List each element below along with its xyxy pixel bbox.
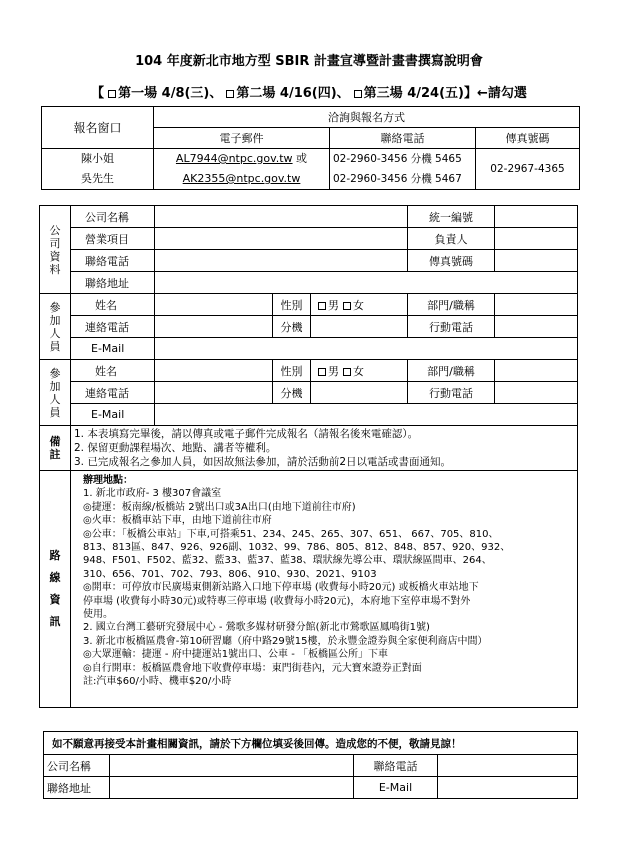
- business-field[interactable]: [155, 228, 408, 250]
- person1: 陳小姐: [81, 152, 114, 165]
- participant1-dept-label: 部門/職稱: [408, 294, 495, 316]
- contact-emails: [154, 149, 330, 190]
- business-label: 營業項目: [71, 228, 155, 250]
- fax-header: 傳真號碼: [476, 128, 580, 149]
- fax-number: 02-2967-4365: [476, 149, 580, 190]
- company-id-field[interactable]: [495, 206, 578, 228]
- participant2-ext-field[interactable]: [311, 382, 408, 404]
- note-line-3: 3. 已完成報名之參加人員，如因故無法參加，請於活動前2日以電話或書面通知。: [74, 456, 452, 468]
- owner-field[interactable]: [495, 228, 578, 250]
- company-fax-field[interactable]: [495, 250, 578, 272]
- route-line: 948、F501、F502、藍32、藍33、藍37、藍38、環狀線先導公車、環狀線區間車、264、: [83, 555, 492, 567]
- contact-table: [41, 106, 580, 190]
- owner-label: 負責人: [408, 228, 495, 250]
- route-line: 使用。: [83, 609, 113, 621]
- session-selector: [0, 82, 618, 101]
- optout-company-label: 公司名稱: [44, 755, 110, 777]
- company-id-label: 統一編號: [408, 206, 495, 228]
- participant2-ext-label: 分機: [273, 382, 311, 404]
- participant1-mobile-label: 行動電話: [408, 316, 495, 338]
- session2-label: 第二場 4/16(四)、: [236, 86, 350, 101]
- contact-persons: [42, 149, 154, 190]
- optout-email-label: E-Mail: [354, 777, 438, 799]
- route-line: 1. 新北市政府- 3 樓307會議室: [83, 488, 222, 500]
- participant2-phone-label: 連絡電話: [71, 382, 155, 404]
- page-title: 104 年度新北市地方型 SBIR 計畫宣導暨計畫書撰寫說明會: [135, 54, 483, 69]
- participant1-name-field[interactable]: [155, 294, 273, 316]
- email-or: 或: [292, 152, 308, 165]
- optout-address-field[interactable]: [110, 777, 354, 799]
- window-label: 報名窗口: [42, 107, 154, 149]
- participant2-dept-label: 部門/職稱: [408, 360, 495, 382]
- email1-link[interactable]: AL7944@ntpc.gov.tw: [175, 152, 293, 165]
- company-name-field[interactable]: [155, 206, 408, 228]
- participant1-email-label: E-Mail: [71, 338, 155, 360]
- male-label: 男: [328, 364, 339, 378]
- route-line: 2. 國立台灣工藝研究發展中心 - 鶯歌多媒材研發分館(新北市鶯歌區鳳鳴街1號): [83, 622, 430, 634]
- participant2-mobile-field[interactable]: [495, 382, 578, 404]
- participant2-name-field[interactable]: [155, 360, 273, 382]
- optout-form: [43, 731, 578, 799]
- session1-checkbox[interactable]: [108, 90, 116, 98]
- participant1-gender-label: 性別: [273, 294, 311, 316]
- route-line: ◎捷運：板南線/板橋站 2號出口或3A出口(由地下道前往市府): [83, 501, 356, 513]
- phone1: 02-2960-3456 分機 5465: [333, 153, 462, 165]
- route-line: ◎公車：「板橋公車站」下車,可搭乘51、234、245、265、307、651、 667、705、810、: [83, 528, 499, 540]
- note-line-2: 2. 保留更動課程場次、地點、講者等權利。: [74, 442, 277, 454]
- participant2-gender-label: 性別: [273, 360, 311, 382]
- optout-phone-field[interactable]: [438, 755, 578, 777]
- participant1-ext-field[interactable]: [311, 316, 408, 338]
- optout-notice: 如不願意再接受本計畫相關資訊，請於下方欄位填妥後回傳。造成您的不便，敬請見諒！: [44, 732, 578, 755]
- participant2-mobile-label: 行動電話: [408, 382, 495, 404]
- participant1-email-field[interactable]: [155, 338, 578, 360]
- email-header: 電子郵件: [154, 128, 330, 149]
- route-line: 辦理地點：: [83, 475, 133, 486]
- company-phone-label: 聯絡電話: [71, 250, 155, 272]
- participant2-female-checkbox[interactable]: [343, 368, 351, 376]
- male-label: 男: [328, 298, 339, 312]
- participant1-mobile-field[interactable]: [495, 316, 578, 338]
- participant2-male-checkbox[interactable]: [318, 368, 326, 376]
- female-label: 女: [353, 364, 364, 378]
- company-phone-field[interactable]: [155, 250, 408, 272]
- route-content: [71, 471, 578, 708]
- route-line: 310、656、701、702、793、806、910、930、2021、9103: [83, 568, 377, 580]
- optout-phone-label: 聯絡電話: [354, 755, 438, 777]
- participant1-phone-field[interactable]: [155, 316, 273, 338]
- optout-email-field[interactable]: [438, 777, 578, 799]
- note-line-1: 1. 本表填寫完畢後，請以傳真或電子郵件完成報名（請報名後來電確認）。: [74, 428, 419, 440]
- route-line: ◎開車：可停放市民廣場東側新站路入口地下停車場 (收費每小時20元) 或板橋火車站地下: [83, 582, 479, 594]
- session3-label: 第三場 4/24(五)】: [363, 86, 477, 101]
- participant2-gender-options: [311, 360, 408, 382]
- participant2-section-label: 參加人員: [40, 360, 71, 426]
- session2-checkbox[interactable]: [226, 90, 234, 98]
- phone-header: 聯絡電話: [330, 128, 476, 149]
- route-section-label: 路線資訊: [40, 471, 71, 708]
- participant1-phone-label: 連絡電話: [71, 316, 155, 338]
- female-label: 女: [353, 298, 364, 312]
- route-line: 註:汽車$60/小時、機車$20/小時: [83, 676, 232, 688]
- route-line: 3. 新北市板橋區農會-第10研習廳（府中路29號15樓，於永豐金證券與全家便利商店中間）: [83, 635, 488, 647]
- registration-form: [39, 205, 578, 708]
- participant1-ext-label: 分機: [273, 316, 311, 338]
- check-hint: ←請勾選: [476, 86, 527, 101]
- session1-label: 第一場 4/8(三)、: [118, 86, 223, 101]
- participant2-dept-field[interactable]: [495, 360, 578, 382]
- participant2-email-field[interactable]: [155, 404, 578, 426]
- route-line: 停車場 (收費每小時30元)或特專三停車場 (收費每小時20元)，本府地下室停車場不對外: [83, 595, 471, 607]
- route-line: 813、813區、847、926、926副、1032、99、786、805、812、848、857、920、932、: [83, 542, 511, 554]
- route-line: ◎自行開車：板橋區農會地下收費停車場：東門街巷內，元大寶來證券正對面: [83, 662, 422, 674]
- participant2-phone-field[interactable]: [155, 382, 273, 404]
- participant1-gender-options: [311, 294, 408, 316]
- email2-link[interactable]: AK2355@ntpc.gov.tw: [182, 172, 301, 185]
- method-label: 洽詢與報名方式: [154, 107, 580, 128]
- optout-address-label: 聯絡地址: [44, 777, 110, 799]
- notes-content: [71, 426, 578, 471]
- phone2: 02-2960-3456 分機 5467: [333, 173, 462, 185]
- optout-company-field[interactable]: [110, 755, 354, 777]
- company-section-label: 公司資料: [40, 206, 71, 294]
- participant2-name-label: 姓名: [71, 360, 155, 382]
- participant1-female-checkbox[interactable]: [343, 302, 351, 310]
- participant2-email-label: E-Mail: [71, 404, 155, 426]
- sessions-prefix: 【: [91, 86, 105, 101]
- route-line: ◎大眾運輸：捷運 - 府中捷運站1號出口、公車 - 「板橋區公所」下車: [83, 649, 389, 661]
- participant1-dept-field[interactable]: [495, 294, 578, 316]
- company-address-field[interactable]: [155, 272, 578, 294]
- notes-section-label: 備註: [40, 426, 71, 471]
- participant1-name-label: 姓名: [71, 294, 155, 316]
- participant1-male-checkbox[interactable]: [318, 302, 326, 310]
- session3-checkbox[interactable]: [354, 90, 362, 98]
- company-name-label: 公司名稱: [71, 206, 155, 228]
- person2: 吳先生: [81, 172, 114, 185]
- participant1-section-label: 參加人員: [40, 294, 71, 360]
- route-line: ◎火車：板橋車站下車，由地下道前往市府: [83, 515, 272, 527]
- contact-phones: [330, 149, 476, 190]
- company-fax-label: 傳真號碼: [408, 250, 495, 272]
- company-address-label: 聯絡地址: [71, 272, 155, 294]
